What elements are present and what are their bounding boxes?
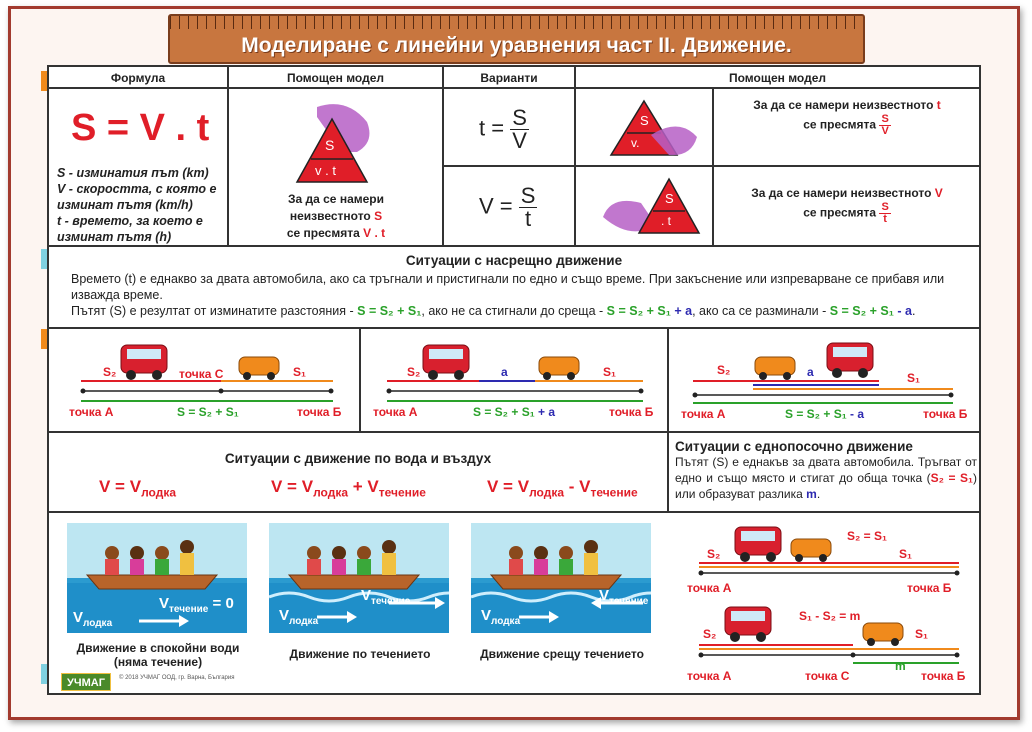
model1-note [231, 191, 441, 242]
label-s2: S₂ [717, 363, 731, 377]
note-line [716, 114, 978, 137]
fraction [879, 114, 890, 137]
text: V = V [99, 477, 142, 496]
triangle-hand-icon [601, 175, 701, 237]
formula-upstream [487, 477, 638, 499]
sub: лодка [529, 485, 564, 500]
text: V = V [487, 477, 530, 496]
den: t [525, 206, 532, 231]
label-sum [785, 407, 864, 421]
triangle-model-s [287, 97, 377, 192]
divider [442, 67, 444, 245]
label-m: m [895, 659, 906, 673]
tri-top: S [640, 113, 649, 128]
v: V [279, 607, 290, 624]
formula-2-extra: + a [674, 304, 693, 318]
op: + V [348, 477, 379, 496]
text: V = V [271, 477, 314, 496]
text: ) или образуват разлика [675, 471, 977, 501]
note-var: V [934, 186, 943, 200]
label-sum: S = S₂ + S₁ [177, 405, 239, 419]
v: V [73, 609, 84, 626]
caption-upstream: Движение срещу течението [480, 647, 644, 661]
num: S [881, 201, 889, 213]
label-s1: S₁ [603, 365, 616, 379]
main-formula: S = V . t [71, 107, 210, 149]
extra: + a [538, 405, 556, 419]
legend-s: S - изминатия път (km) [57, 166, 209, 180]
tri-bottom: . t [661, 214, 672, 228]
formula-3: S = S₂ + S₁ [829, 304, 894, 318]
brand-logo: УЧМАГ [61, 673, 111, 691]
divider [49, 87, 979, 89]
v-boat [279, 607, 318, 627]
caption-downstream: Движение по течението [289, 647, 431, 661]
lhs: t = [479, 115, 505, 141]
extra: - a [850, 407, 865, 421]
label-s1: S₁ [899, 547, 912, 561]
tri-top: S [665, 191, 674, 206]
note-line [716, 202, 978, 225]
label-point-b: точка Б [609, 405, 654, 419]
same-direction-block [675, 439, 977, 502]
diagram-same-diff [673, 599, 975, 689]
ruler-ticks [170, 16, 863, 29]
sub: лодка [313, 485, 348, 500]
v: V [599, 587, 610, 604]
label-s2: S₂ [707, 547, 721, 561]
legend-v: V - скоростта, с която е изминат пътя (km/h) [57, 182, 217, 212]
v: V [481, 607, 492, 624]
label-point-b: точка Б [907, 581, 952, 595]
opposite-text [71, 271, 971, 319]
triangle-model-v [601, 175, 701, 242]
scene-calm [67, 523, 247, 633]
divider [442, 165, 979, 167]
label-sum [473, 405, 555, 419]
note-text: За да се намери неизвестното [751, 186, 932, 200]
label-a: a [807, 365, 814, 379]
sub: течение [371, 596, 411, 607]
variant-t-note [716, 97, 978, 137]
header-formula: Формула [110, 71, 166, 85]
note-text: За да се намери неизвестното [753, 98, 934, 112]
label-a: a [501, 365, 508, 379]
divider [49, 327, 979, 329]
water-title: Ситуации с движение по вода и въздух [224, 451, 492, 466]
den: t [883, 213, 887, 225]
sub: течение [169, 604, 209, 615]
note-var: t [936, 98, 941, 112]
num: S [881, 113, 889, 125]
sub: течение [378, 485, 426, 500]
tail: = 0 [208, 595, 234, 612]
sub: лодка [83, 618, 113, 629]
den: V [512, 128, 527, 153]
note-line [231, 208, 441, 225]
divider [667, 327, 669, 511]
diagram-passed [673, 337, 975, 427]
m: m [806, 487, 817, 501]
title-ruler [168, 14, 865, 64]
note-line: За да се намери [287, 192, 384, 206]
num: S [512, 105, 527, 130]
label-diff: S₁ - S₂ = m [799, 609, 861, 623]
header-model: Помощен модел [286, 71, 385, 85]
label-point-a: точка А [687, 581, 732, 595]
formula-calm [99, 477, 176, 499]
label-point-c: точка С [805, 669, 850, 683]
divider [574, 67, 576, 245]
variant-t-formula [479, 107, 529, 152]
v-boat [73, 609, 112, 629]
text: . [816, 487, 821, 501]
fraction [510, 107, 529, 152]
label-point-b: точка Б [921, 669, 966, 683]
lhs: V = [479, 193, 513, 219]
same-text [675, 454, 977, 502]
opposite-p2 [71, 303, 971, 319]
v-current [159, 595, 234, 615]
note-line [231, 225, 441, 242]
formula-downstream [271, 477, 426, 499]
tri-top: S [325, 137, 335, 153]
opposite-title: Ситуации с насрещно движение [405, 253, 623, 268]
label-point-a: точка А [69, 405, 114, 419]
diagram-same-equal [673, 519, 975, 599]
tri-bottom: v. [631, 136, 640, 150]
eq: S₂ = S₁ [930, 471, 973, 485]
label-point-a: точка А [687, 669, 732, 683]
triangle-hand-icon [609, 97, 699, 159]
label-s1: S₁ [907, 371, 920, 385]
note-res: V . t [363, 226, 386, 240]
label-point-b: точка Б [297, 405, 342, 419]
v-boat [481, 607, 520, 627]
variant-v-note [716, 185, 978, 225]
label-s1: S₁ [293, 365, 306, 379]
v: V [361, 587, 372, 604]
triangle-model-t [609, 97, 699, 164]
v: V [159, 595, 170, 612]
formula-2: S = S₂ + S₁ [606, 304, 671, 318]
legend-t: t - времето, за което е изминат пътя (h) [57, 214, 203, 244]
footer-copyright: © 2018 УЧМАГ ООД, гр. Варна, България [119, 675, 235, 681]
v-current [361, 587, 410, 607]
label-point-a: точка А [373, 405, 418, 419]
op: - V [564, 477, 591, 496]
variant-v-formula [479, 185, 537, 230]
poster-sheet [8, 6, 1020, 720]
text: Пътят (S) е резултат от изминатите разстояния - [71, 304, 358, 318]
formula-3-extra: - a [897, 304, 913, 318]
scene-upstream [471, 523, 651, 633]
label-point-c: точка С [179, 367, 224, 381]
caption-calm: Движение в спокойни води (няма течение) [76, 641, 240, 669]
sum: S = S₂ + S₁ [473, 405, 535, 419]
v-current [599, 587, 648, 607]
text: Пътят (S) е еднакъв за двата автомобила. Тръгват от едно и също място и стигат до обща точка ( [675, 455, 977, 485]
label-s1: S₁ [915, 627, 928, 641]
fraction [519, 185, 538, 230]
formula-legend [57, 165, 225, 245]
divider [49, 511, 979, 513]
scene-downstream [269, 523, 449, 633]
divider [227, 67, 229, 245]
label-s2: S₂ [103, 365, 117, 379]
note-text: се пресмята [286, 226, 360, 240]
content-grid [47, 65, 981, 695]
text: . [912, 304, 916, 318]
label-point-b: точка Б [923, 407, 968, 421]
same-title: Ситуации с еднопосочно движение [675, 439, 913, 454]
text: , ако не са стигнали до среща - [421, 304, 607, 318]
opposite-p1: Времето (t) е еднакво за двата автомобила, ако са тръгнали и пристигнали по едно и също време. При закъснение или изпреварване се прибавя или изважда време. [71, 272, 945, 302]
note-text: се пресмята [803, 205, 877, 220]
sub: лодка [289, 616, 319, 627]
label-s2: S₂ [703, 627, 717, 641]
label-s2: S₂ [407, 365, 421, 379]
label-eq: S₂ = S₁ [847, 529, 887, 543]
text: , ако са се разминали - [692, 304, 830, 318]
sub: течение [609, 596, 649, 607]
tri-bottom: v . t [315, 163, 336, 178]
sub: лодка [141, 485, 176, 500]
label-point-a: точка А [681, 407, 726, 421]
header-model-2: Помощен модел [728, 71, 827, 85]
num: S [520, 183, 536, 208]
page-title: Моделиране с линейни уравнения част II. Движение. [241, 34, 792, 57]
den: V [881, 125, 889, 137]
divider [359, 327, 361, 431]
note-text: неизвестното [289, 209, 371, 223]
diagram-not-met [367, 337, 663, 427]
note-line [716, 185, 978, 202]
sub: течение [590, 485, 638, 500]
note-text: се пресмята [803, 117, 877, 132]
sum: S = S₂ + S₁ [785, 407, 847, 421]
diagram-meeting [61, 337, 353, 427]
divider [49, 245, 979, 247]
divider [49, 431, 979, 433]
sub: лодка [491, 616, 521, 627]
note-var: S [374, 209, 383, 223]
fraction [879, 202, 890, 225]
note-line [716, 97, 978, 114]
header-variants: Варианти [480, 71, 538, 85]
formula-1: S = S₂ + S₁ [357, 304, 422, 318]
